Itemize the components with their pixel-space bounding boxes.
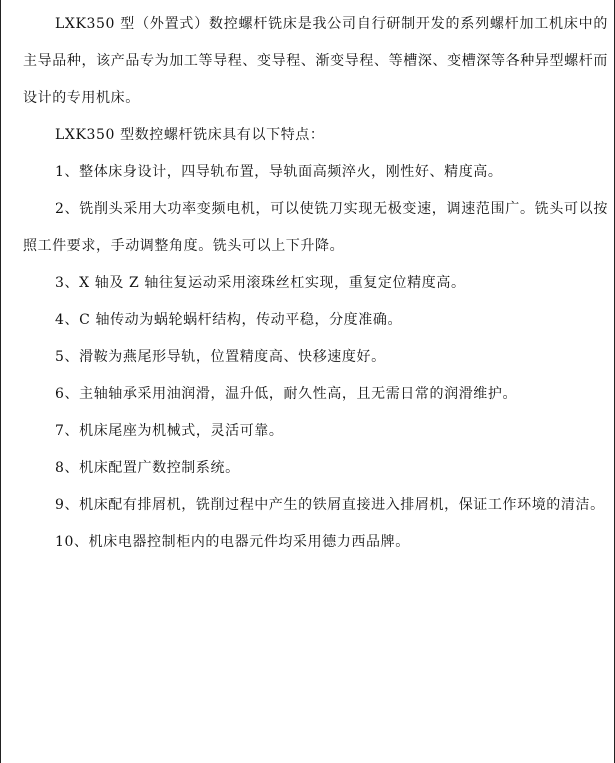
feature-item-7: 7、机床尾座为机械式，灵活可靠。 [55,423,284,439]
document-body [23,6,608,561]
intro-paragraph: LXK350 型（外置式）数控螺杆铣床是我公司自行研制开发的系列螺杆加工机床中的主导品种，该产品专为加工等导程、变导程、渐变导程、等槽深、变槽深等各种异型螺杆而设计的专用机床。 [23,16,608,106]
features-heading: LXK350 型数控螺杆铣床具有以下特点： [55,127,325,143]
feature-item-1: 1、整体床身设计，四导轨布置，导轨面高频淬火，刚性好、精度高。 [55,164,503,180]
feature-item-10: 10、机床电器控制柜内的电器元件均采用德力西品牌。 [55,534,410,550]
feature-item-8: 8、机床配置广数控制系统。 [55,460,240,476]
feature-item-2: 2、铣削头采用大功率变频电机，可以使铣刀实现无极变速，调速范围广。铣头可以按照工件要求，手动调整角度。铣头可以上下升降。 [23,201,608,254]
feature-item-4: 4、C 轴传动为蜗轮蜗杆结构，传动平稳，分度准确。 [55,312,403,328]
feature-item-5: 5、滑鞍为燕尾形导轨，位置精度高、快移速度好。 [55,349,386,365]
feature-item-3: 3、X 轴及 Z 轴往复运动采用滚珠丝杠实现，重复定位精度高。 [55,275,466,291]
feature-item-9: 9、机床配有排屑机，铣削过程中产生的铁屑直接进入排屑机，保证工作环境的清洁。 [55,497,605,513]
feature-item-6: 6、主轴轴承采用油润滑，温升低，耐久性高，且无需日常的润滑维护。 [55,386,518,402]
